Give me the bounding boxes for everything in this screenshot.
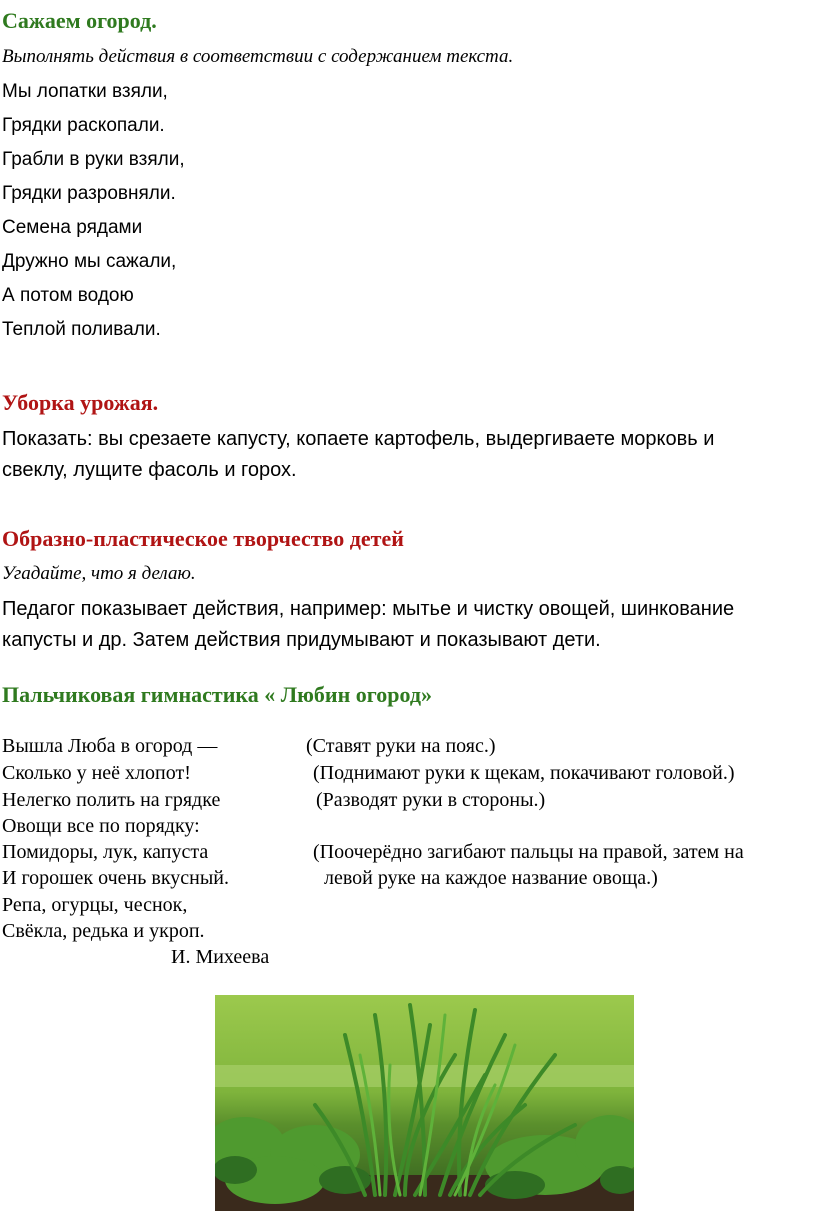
poem-line: Теплой поливали. [2, 319, 161, 340]
section-title-harvest: Уборка урожая. [2, 390, 159, 415]
rhyme-line: Свёкла, редька и укроп. [2, 920, 205, 942]
gesture-note: (Поднимают руки к щекам, покачивают головой.) [313, 762, 735, 784]
section-title-creativity: Образно-пластическое творчество детей [2, 526, 404, 551]
poem-line: Грядки раскопали. [2, 115, 165, 136]
rhyme-line: Помидоры, лук, капуста [2, 841, 209, 863]
rhyme-line: Овощи все по порядку: [2, 815, 200, 837]
harvest-text: Показать: вы срезаете капусту, копаете картофель, выдергиваете морковь и свеклу, лущите фасоль и горох. [2, 428, 715, 481]
section-title-planting: Сажаем огород. [2, 8, 157, 33]
poem-line: А потом водою [2, 285, 134, 306]
rhyme-line: Сколько у неё хлопот! [2, 762, 191, 784]
poem-line: Грабли в руки взяли, [2, 149, 185, 170]
section-title-finger-gym: Пальчиковая гимнастика « Любин огород» [2, 682, 432, 707]
creativity-subtitle: Угадайте, что я делаю. [2, 563, 196, 584]
planting-instruction: Выполнять действия в соответствии с содержанием текста. [2, 46, 514, 67]
rhyme-line: Вышла Люба в огород — [2, 735, 218, 757]
garden-photo [215, 995, 634, 1211]
author-name: И. Михеева [171, 946, 270, 968]
creativity-text: Педагог показывает действия, например: мытье и чистку овощей, шинкование капусты и др. Затем действия придумывают и показывают дети. [2, 598, 735, 651]
poem-line: Семена рядами [2, 217, 143, 238]
gesture-note: левой руке на каждое название овоща.) [324, 867, 658, 889]
gesture-note: (Поочерёдно загибают пальцы на правой, затем на [313, 841, 744, 863]
gesture-note: (Разводят руки в стороны.) [316, 789, 546, 811]
poem-line: Грядки разровняли. [2, 183, 176, 204]
poem-line: Дружно мы сажали, [2, 251, 177, 272]
poem-line: Мы лопатки взяли, [2, 81, 168, 102]
rhyme-line: И горошек очень вкусный. [2, 867, 229, 889]
gesture-note: (Ставят руки на пояс.) [306, 735, 496, 757]
rhyme-line: Нелегко полить на грядке [2, 789, 221, 811]
rhyme-line: Репа, огурцы, чеснок, [2, 894, 188, 916]
